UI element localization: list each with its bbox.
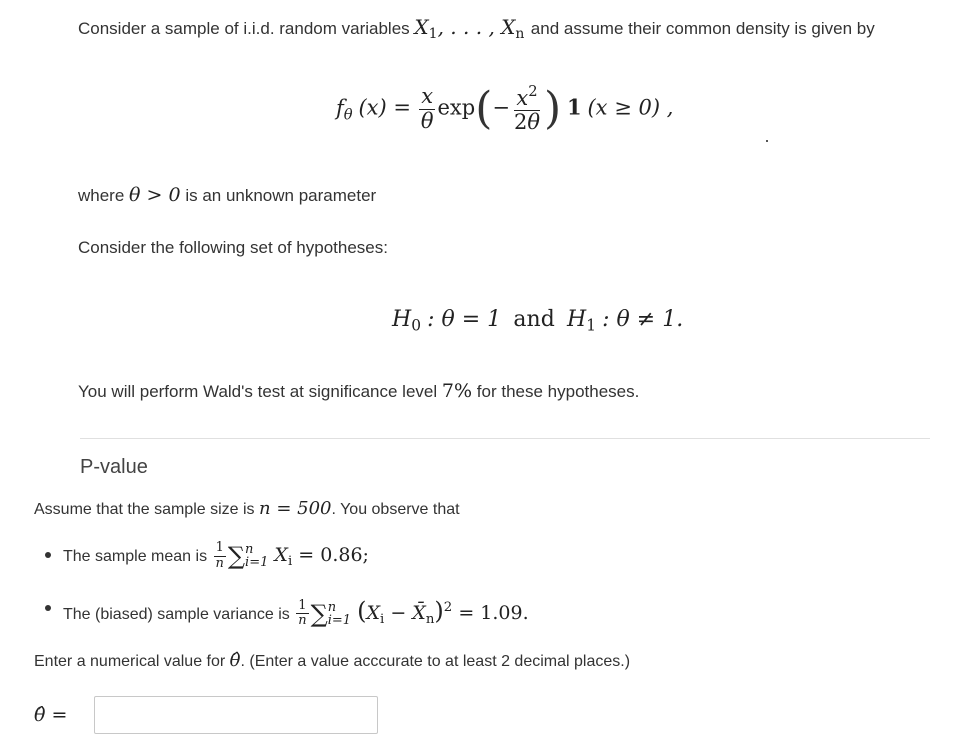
density-fraction-exponent: $\frac{x^2}{2\theta}$ — [513, 83, 540, 134]
instruction-line: Enter a numerical value for θ̂. (Enter a value acccurate to at least 2 decimal places.) — [34, 650, 631, 671]
intro-text-before: Consider a sample of i.i.d. random variables — [78, 19, 410, 38]
sample-variance-formula: $\frac{1}{n}$ ∑ n i=1 ($X_i$ − $X̄_n)^2$ — [298, 596, 453, 629]
bullet-dot — [45, 552, 51, 558]
intro-text-after: and assume their common density is given by — [530, 19, 875, 38]
intro-math-vars: $X_1$, . . . , $X_n$ — [414, 15, 525, 43]
where-line: where θ > 0 is an unknown parameter — [78, 184, 377, 206]
sample-size-line: Assume that the sample size is n = 500. You observe that — [34, 498, 460, 519]
theta-hat-input[interactable] — [94, 696, 378, 734]
hypotheses-intro: Consider the following set of hypotheses: — [78, 238, 388, 257]
hypotheses-formula: $H_0$ : θ = 1 and $H_1$ : θ ≠ 1. — [392, 307, 684, 335]
answer-label: θ̂ = — [34, 704, 68, 726]
section-title: P-value — [80, 456, 148, 478]
intro-line — [78, 15, 875, 42]
density-formula: $f_\theta$ (x) = $\frac{x}{\theta}$ exp(− $\frac{x^2}{2\theta}$ ) 1 (x ≥ 0) , — [336, 83, 674, 134]
sample-mean-formula: $\frac{1}{n}$ ∑ n i=1 $X_i$ — [215, 540, 293, 571]
stray-dot — [766, 140, 768, 142]
bullet-sample-variance: The (biased) sample variance is $\frac{1}{n}$ ∑ n i=1 ($X_i$ − $X̄_n)^2 = 1.09$. — [63, 596, 529, 629]
section-divider — [80, 438, 930, 439]
bullet-sample-mean: The sample mean is $\frac{1}{n}$ ∑ n i=1 $X_i = 0.86$; — [63, 540, 369, 571]
wald-line: You will perform Wald's test at significance level 7% for these hypotheses. — [78, 380, 640, 402]
bullet-dot — [45, 605, 51, 611]
density-fraction-x-theta: $\frac{x}{\theta}$ — [420, 84, 434, 133]
